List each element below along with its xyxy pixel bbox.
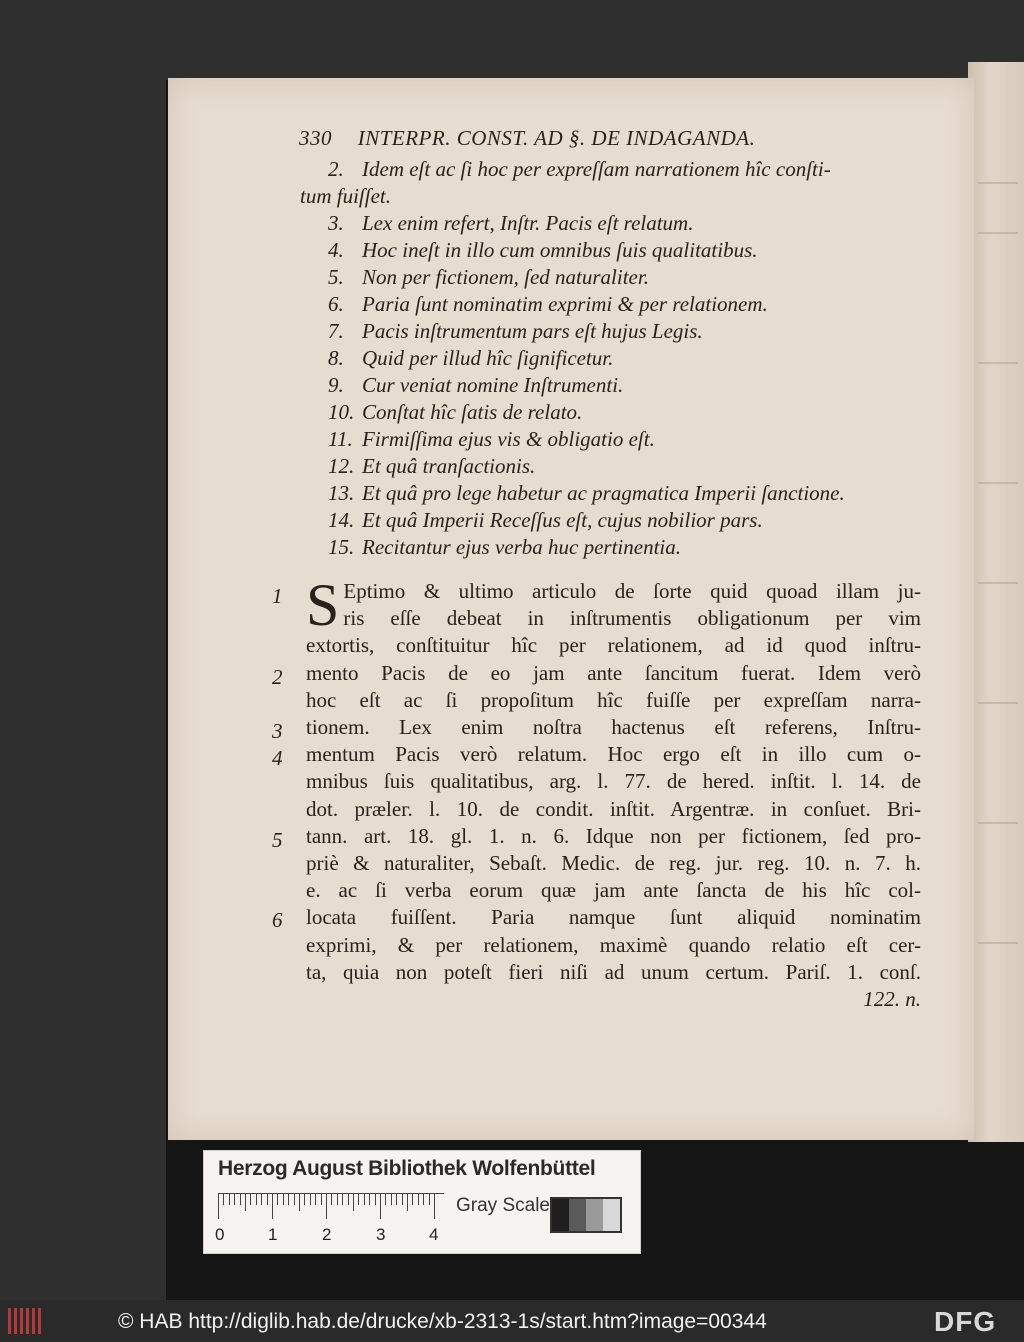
summary-item: 4. Hoc ineſt in illo cum omnibus ſuis qualitatibus. <box>328 238 758 262</box>
margin-number: 3 <box>272 719 283 743</box>
body-line: priè & naturaliter, Sebaſt. Medic. de reg. jur. reg. 10. n. 7. h. <box>306 851 921 876</box>
ruler-tick <box>250 1193 251 1205</box>
library-color-card <box>203 1150 641 1254</box>
ruler-number: 2 <box>322 1225 332 1244</box>
ruler-tick <box>396 1193 397 1205</box>
ruler-tick <box>342 1193 343 1205</box>
margin-number: 1 <box>272 584 283 608</box>
margin-number: 6 <box>272 908 283 932</box>
ruler-tick <box>234 1193 235 1205</box>
margin-number: 4 <box>272 746 283 770</box>
summary-item: 14. Et quâ Imperii Receſſus eſt, cujus nobilior pars. <box>328 508 763 532</box>
summary-item: 10. Conſtat hîc ſatis de relato. <box>328 400 583 424</box>
summary-item: 7. Pacis inſtrumentum pars eſt hujus Legis. <box>328 319 703 343</box>
ruler-tick <box>429 1193 430 1205</box>
ruler-tick <box>261 1193 262 1205</box>
running-head-title: INTERPR. CONST. AD §. DE INDAGANDA. <box>357 126 756 150</box>
body-line: mento Pacis de eo jam ante ſancitum fuerat. Idem verò <box>306 660 921 685</box>
summary-item: 13. Et quâ pro lege habetur ac pragmatica Imperii ſanctione. <box>328 481 845 505</box>
ruler-number: 3 <box>376 1225 386 1244</box>
ruler-tick <box>331 1193 332 1205</box>
ruler-tick <box>283 1193 284 1205</box>
body-line: hoc eſt ac ſi propoſitum hîc fuiſſe per expreſſam narra- <box>306 687 921 712</box>
gray-scale-swatch <box>550 1197 622 1233</box>
ruler <box>218 1193 444 1221</box>
body-line: ris eſſe debeat in inſtrumentis obligationum per vim <box>343 606 921 631</box>
ruler-tick <box>348 1193 349 1205</box>
adjacent-page-edge <box>968 62 1024 1142</box>
footer-bar <box>0 1300 1024 1342</box>
drop-cap: S <box>306 572 340 638</box>
ruler-tick <box>288 1193 289 1205</box>
running-header <box>299 126 939 151</box>
ruler-number: 1 <box>268 1225 278 1244</box>
summary-item: 6. Paria ſunt nominatim exprimi & per relationem. <box>328 292 768 316</box>
chapter-summary <box>300 156 940 561</box>
dfg-logo: DFG <box>934 1306 997 1337</box>
summary-item: 8. Quid per illud hîc ſignificetur. <box>328 346 614 370</box>
hab-logo-icon <box>8 1308 46 1334</box>
ruler-tick <box>315 1193 316 1205</box>
ruler-tick <box>240 1193 241 1205</box>
body-line: mentum Pacis verò relatum. Hoc ergo eſt in illo cum o- <box>306 742 921 767</box>
ruler-tick <box>218 1193 219 1219</box>
ruler-tick <box>380 1193 381 1219</box>
margin-number: 5 <box>272 828 283 852</box>
summary-item: 12. Et quâ tranſactionis. <box>328 454 536 478</box>
margin-number: 2 <box>272 665 283 689</box>
summary-item: 5. Non per fictionem, ſed naturaliter. <box>328 265 649 289</box>
ruler-tick <box>423 1193 424 1205</box>
summary-item: 2. Idem eſt ac ſi hoc per expreſſam narrationem hîc conſti- <box>328 157 831 181</box>
ruler-tick <box>310 1193 311 1205</box>
body-line: extortis, conſtituitur hîc per relationem, ad id quod inſtru- <box>306 633 921 658</box>
ruler-tick <box>223 1193 224 1205</box>
summary-item: 9. Cur veniat nomine Inſtrumenti. <box>328 373 624 397</box>
ruler-tick <box>277 1193 278 1205</box>
ruler-tick <box>245 1193 246 1211</box>
ruler-tick <box>299 1193 300 1211</box>
body-line: mnibus ſuis qualitatibus, arg. l. 77. de hered. inſtit. l. 14. de <box>306 769 921 794</box>
ruler-tick <box>364 1193 365 1205</box>
ruler-tick <box>326 1193 327 1219</box>
ruler-tick <box>391 1193 392 1205</box>
ruler-tick <box>375 1193 376 1205</box>
ruler-tick <box>229 1193 230 1205</box>
summary-item: 11. Firmiſſima ejus vis & obligatio eſt. <box>328 427 655 451</box>
ruler-tick <box>407 1193 408 1211</box>
book-page <box>168 78 974 1140</box>
body-line: tann. art. 18. gl. 1. n. 6. Idque non per fictionem, ſed pro- <box>306 823 921 848</box>
body-line: exprimi, & per relationem, maximè quando relatio eſt cer- <box>306 932 921 957</box>
body-line: dot. prælег. l. 10. de condit. inſtit. Argentræ. in conſuet. Bri- <box>306 796 921 821</box>
body-line: tionem. Lex enim noſtra hactenus eſt referens, Inſtru- <box>306 715 921 740</box>
ruler-number: 4 <box>429 1225 439 1244</box>
ruler-tick <box>294 1193 295 1205</box>
summary-item: tum fuiſſet. <box>300 184 391 208</box>
ruler-tick <box>304 1193 305 1205</box>
body-line: ta, quia non poteſt fieri niſi ad unum certum. Pariſ. 1. conſ. <box>306 959 921 984</box>
ruler-tick <box>385 1193 386 1205</box>
library-name: Herzog August Bibliothek Wolfenbüttel <box>218 1157 596 1180</box>
body-line: Eptimo & ultimo articulo de ſorte quid quoad illam ju- <box>343 579 921 603</box>
ruler-tick <box>412 1193 413 1205</box>
ruler-number: 0 <box>215 1225 225 1244</box>
ruler-tick <box>402 1193 403 1205</box>
summary-item: 3. Lex enim refert, Inſtr. Pacis eſt relatum. <box>328 211 694 235</box>
ruler-tick <box>353 1193 354 1211</box>
ruler-tick <box>418 1193 419 1205</box>
body-paragraph <box>306 572 921 1013</box>
ruler-tick <box>337 1193 338 1205</box>
ruler-tick <box>358 1193 359 1205</box>
summary-item: 15. Recitantur ejus verba huc pertinentia. <box>328 535 682 559</box>
ruler-tick <box>369 1193 370 1205</box>
body-reference: 122. n. <box>863 987 921 1012</box>
body-line: locata fuiſſent. Paria namque ſunt aliquid nominatim <box>306 905 921 930</box>
page-number: 330 <box>299 126 332 150</box>
ruler-tick <box>321 1193 322 1205</box>
gray-scale-label: Gray Scale <box>456 1195 550 1216</box>
ruler-tick <box>256 1193 257 1205</box>
ruler-tick <box>267 1193 268 1205</box>
body-line: e. ac ſi verba eorum quæ jam ante ſancta de his hîc col- <box>306 878 921 903</box>
copyright-url[interactable]: © HAB http://diglib.hab.de/drucke/xb-2313-1s/start.htm?image=00344 <box>118 1310 767 1333</box>
ruler-tick <box>434 1193 435 1219</box>
ruler-tick <box>272 1193 273 1219</box>
